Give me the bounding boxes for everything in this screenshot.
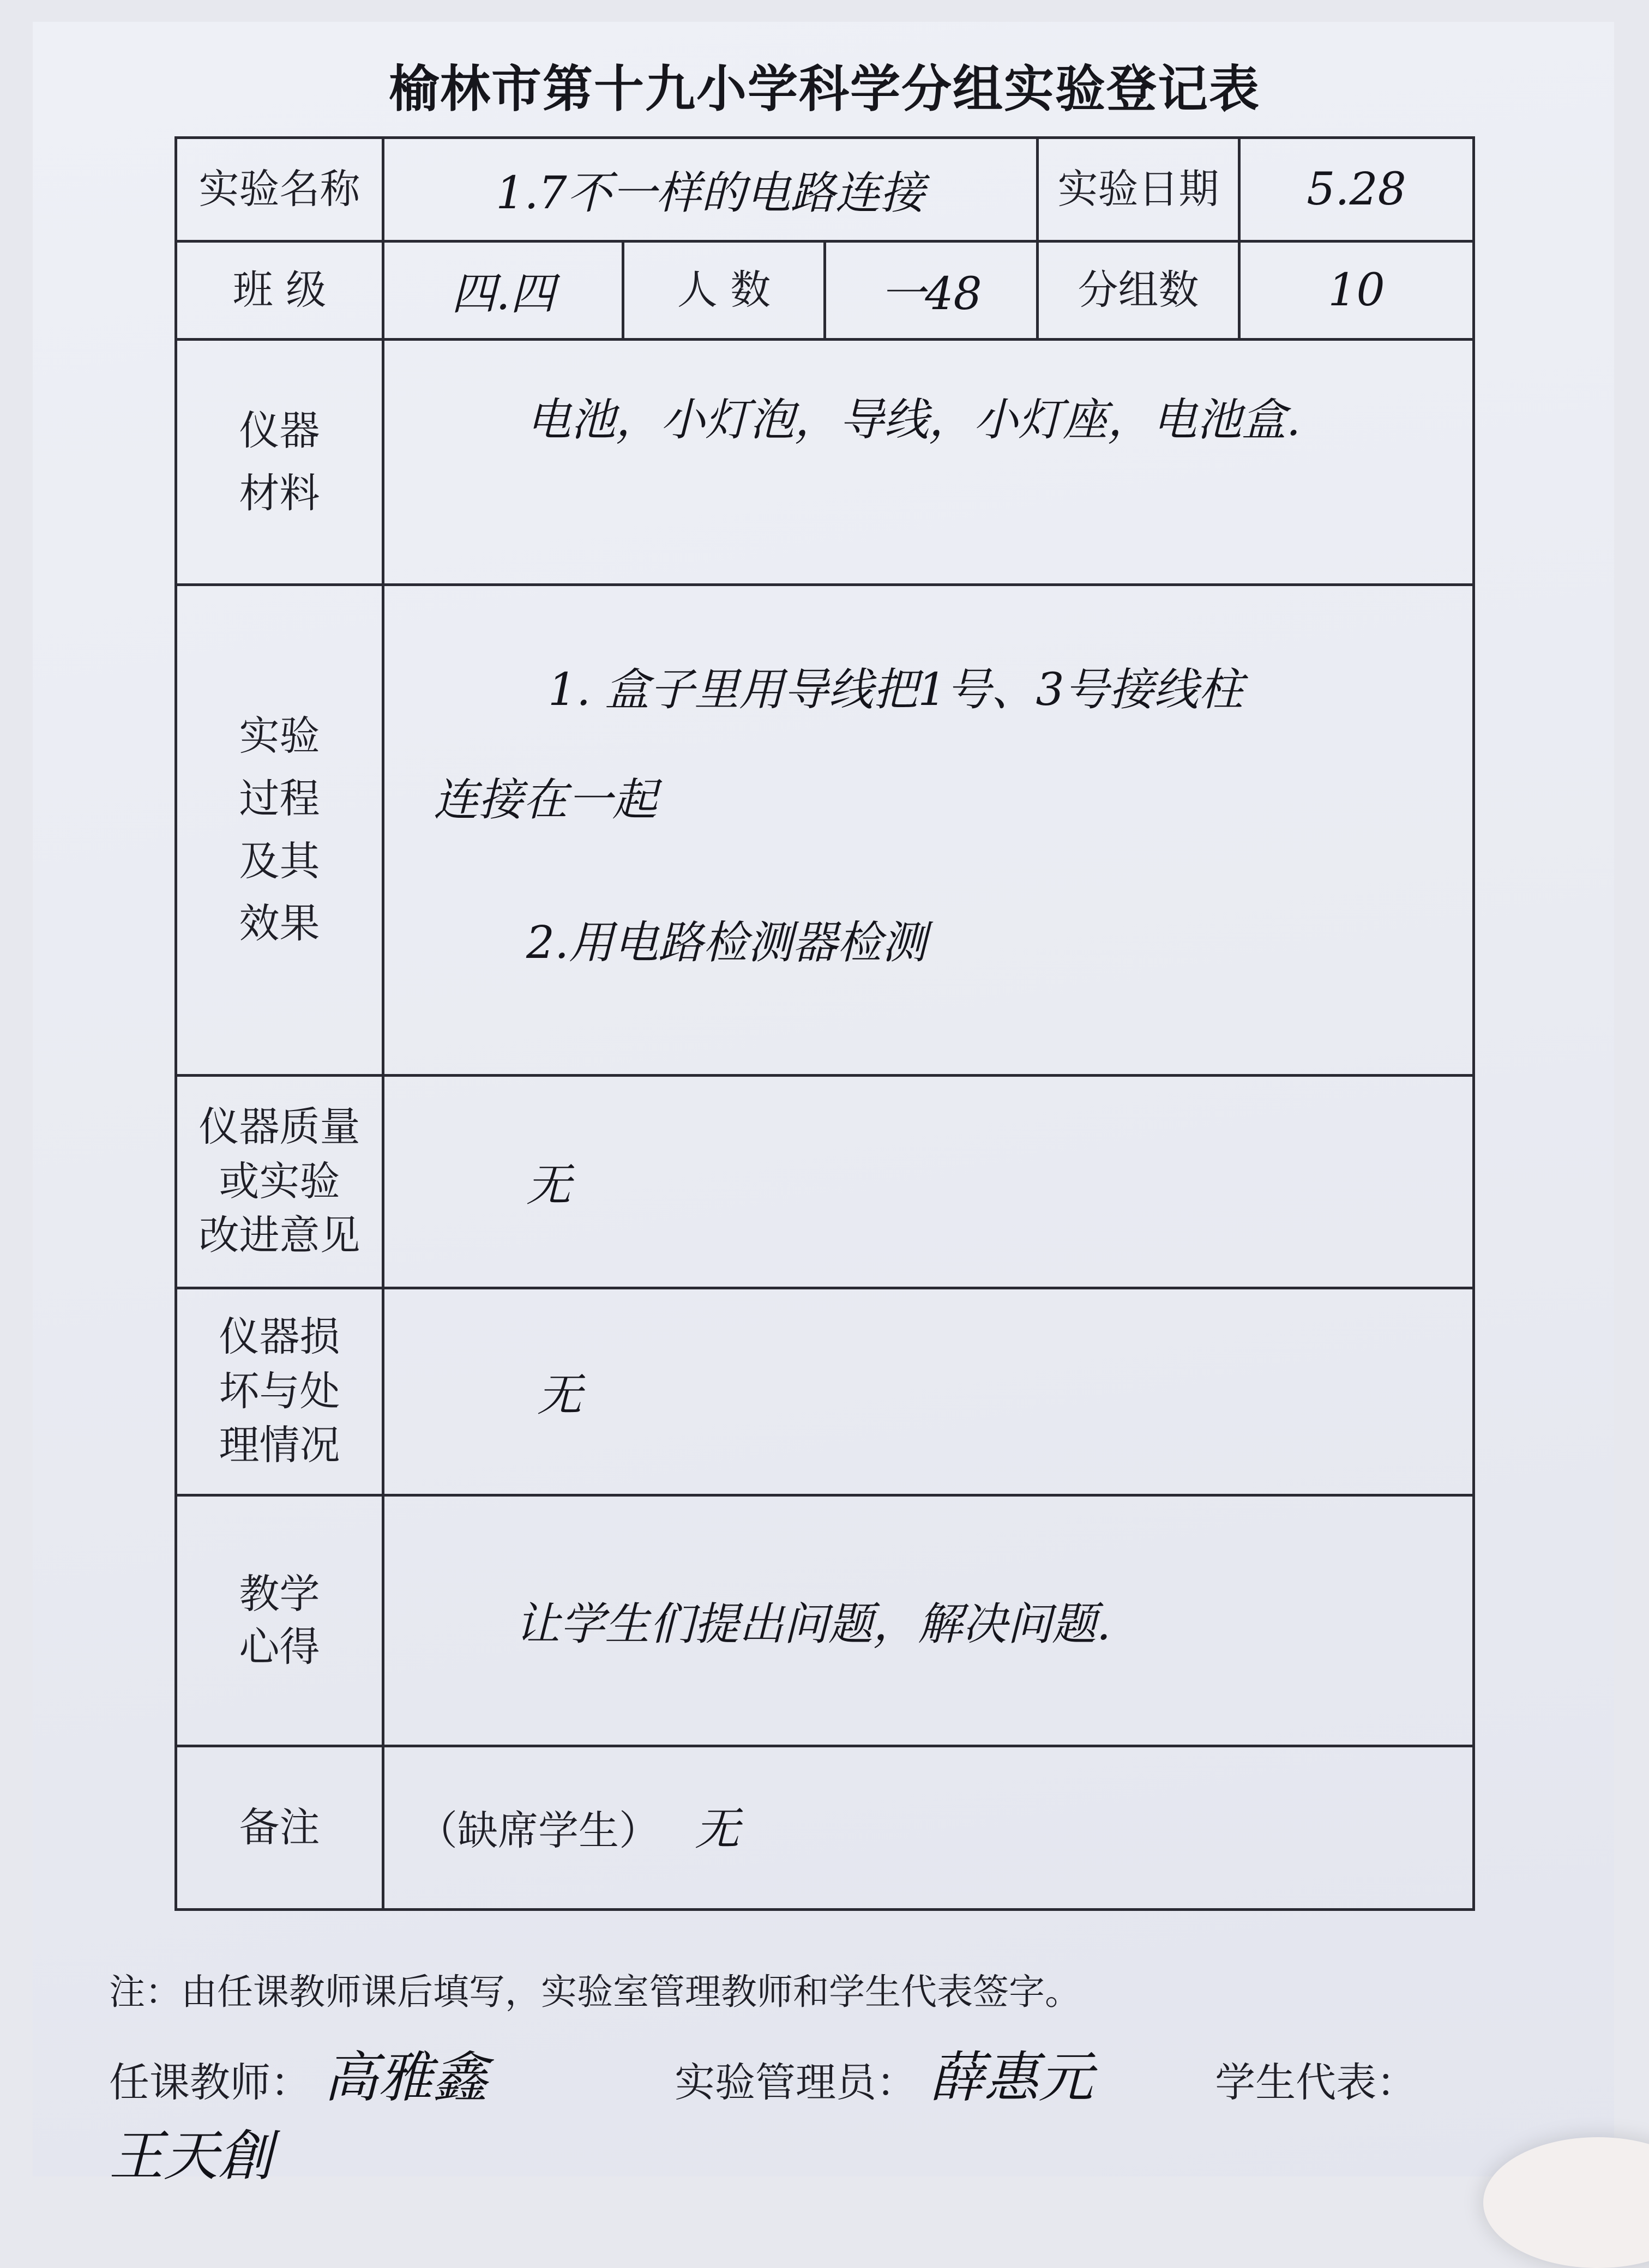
experiment-date-label: 实验日期 xyxy=(1038,138,1239,242)
process-label-line: 效果 xyxy=(239,900,320,948)
process-line: 2.用电路检测器检测 xyxy=(526,917,927,969)
row-class-count xyxy=(176,242,1474,340)
row-name-date xyxy=(176,138,1474,242)
process-label-line: 实验 xyxy=(239,713,320,760)
damage-value: 无 xyxy=(383,1288,1474,1495)
class-label: 班 级 xyxy=(176,242,383,340)
row-quality xyxy=(176,1076,1474,1288)
teaching-label-line: 心得 xyxy=(239,1623,320,1670)
admin-signature: 薛惠元 xyxy=(929,2046,1093,2109)
remarks-value: 无 xyxy=(695,1803,740,1855)
damage-label-line: 仪器损 xyxy=(219,1313,340,1360)
registration-table xyxy=(174,136,1475,1911)
headcount-label: 人 数 xyxy=(623,242,825,340)
footer-note: 注：由任课教师课后填写，实验室管理教师和学生代表签字。 xyxy=(109,1971,1081,2013)
process-label xyxy=(176,585,383,1076)
teaching-label-line: 教学 xyxy=(239,1571,320,1618)
remarks-sub-label: （缺席学生） xyxy=(417,1807,659,1854)
class-value: 四.四 xyxy=(383,242,623,340)
headcount-value: 一48 xyxy=(825,242,1038,340)
quality-value: 无 xyxy=(383,1076,1474,1288)
process-line: 1. 盒子里用导线把1号、3号接线柱 xyxy=(548,664,1243,716)
quality-label-line: 改进意见 xyxy=(198,1212,360,1259)
process-label-line: 过程 xyxy=(239,775,320,822)
teaching-label xyxy=(176,1495,383,1746)
groups-value: 10 xyxy=(1239,242,1474,340)
materials-value: 电池，小灯泡，导线，小灯座，电池盒. xyxy=(383,340,1474,585)
process-value xyxy=(383,585,1474,1076)
row-damage xyxy=(176,1288,1474,1495)
damage-label xyxy=(176,1288,383,1495)
remarks-value-cell xyxy=(383,1746,1474,1910)
experiment-date-value: 5.28 xyxy=(1239,138,1474,242)
student-signature: 王天創 xyxy=(109,2124,273,2188)
experiment-name-label: 实验名称 xyxy=(176,138,383,242)
materials-label xyxy=(176,340,383,585)
row-materials xyxy=(176,340,1474,585)
form-title: 榆林市第十九小学科学分组实验登记表 xyxy=(388,59,1260,118)
teaching-value: 让学生们提出问题，解决问题. xyxy=(383,1495,1474,1746)
materials-label-line: 仪器 xyxy=(239,407,320,454)
admin-label: 实验管理员： xyxy=(675,2059,917,2106)
quality-label-line: 或实验 xyxy=(219,1157,340,1205)
teacher-label: 任课教师： xyxy=(109,2059,311,2106)
process-label-line: 及其 xyxy=(239,837,320,885)
teacher-signature: 高雅鑫 xyxy=(323,2046,488,2109)
damage-label-line: 理情况 xyxy=(219,1422,340,1469)
groups-label: 分组数 xyxy=(1038,242,1239,340)
row-remarks xyxy=(176,1746,1474,1910)
damage-label-line: 坏与处 xyxy=(219,1367,340,1415)
row-process xyxy=(176,585,1474,1076)
experiment-name-value: 1.7不一样的电路连接 xyxy=(383,138,1038,242)
remarks-label: 备注 xyxy=(176,1746,383,1910)
quality-label-line: 仪器质量 xyxy=(198,1103,360,1150)
signature-row xyxy=(109,2034,1581,2191)
row-teaching xyxy=(176,1495,1474,1746)
process-line: 连接在一起 xyxy=(434,774,657,826)
student-label: 学生代表： xyxy=(1215,2059,1417,2106)
materials-label-line: 材料 xyxy=(239,469,320,517)
quality-label xyxy=(176,1076,383,1288)
